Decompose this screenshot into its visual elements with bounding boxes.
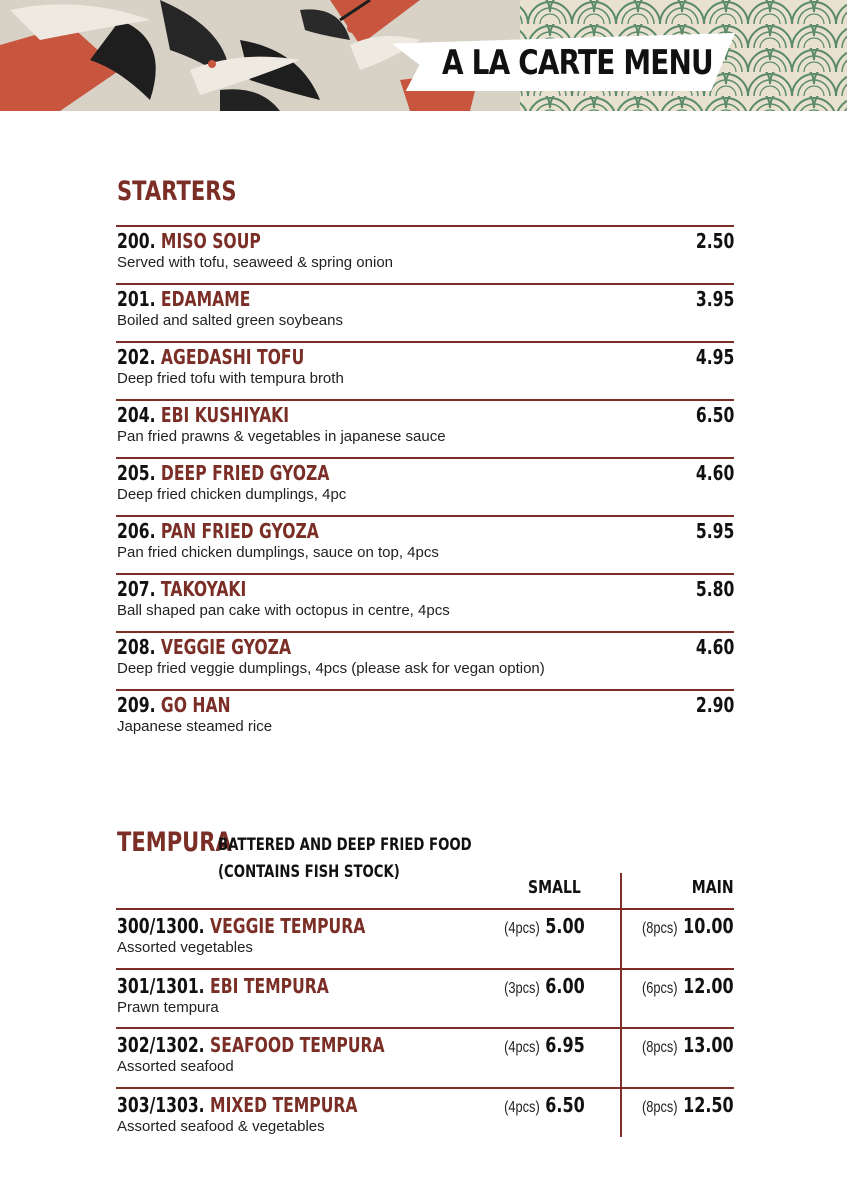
small-portion-price [504,913,585,939]
item-description: Assorted seafood [117,1058,234,1075]
item-price: 5.95 [695,519,734,543]
item-description: Japanese steamed rice [117,718,273,735]
item-number: 201. [117,287,156,311]
item-description: Deep fried veggie dumplings, 4pcs (please ask for vegan option) [117,660,545,677]
item-description: Deep fried chicken dumplings, 4pc [117,486,347,503]
item-price: 5.80 [695,577,734,601]
item-name: PAN FRIED GYOZA [160,519,319,543]
item-number: 206. [117,519,156,543]
main-price-value: 10.00 [683,914,734,938]
divider-rule [116,399,734,401]
tempura-note: (CONTAINS FISH STOCK) [218,862,400,882]
main-portion-quantity: (8pcs) [642,1039,678,1056]
item-number: 301/1301. [117,973,205,998]
menu-item-title [117,1032,385,1058]
main-price-value: 13.00 [683,1033,734,1057]
column-header-main: MAIN [692,877,734,898]
menu-item-title [117,460,329,486]
item-name: TAKOYAKI [160,577,247,601]
main-portion-quantity: (8pcs) [642,920,678,937]
item-number: 300/1300. [117,914,205,938]
divider-rule [116,225,734,227]
item-number: 200. [117,229,156,253]
item-price: 2.90 [695,693,734,717]
item-description: Pan fried chicken dumplings, sauce on top, 4pcs [117,544,439,561]
menu-item-title [117,913,365,939]
small-price-value: 5.00 [545,914,585,938]
divider-rule [116,283,734,285]
small-price-value: 6.00 [545,973,585,998]
item-description: Served with tofu, seaweed & spring onion [117,254,393,271]
main-portion-quantity: (8pcs) [642,1098,678,1116]
item-name: VEGGIE TEMPURA [210,914,366,938]
column-header-small: SMALL [528,877,581,898]
small-portion-quantity: (4pcs) [504,1098,540,1116]
menu-item-title [117,973,329,999]
item-number: 202. [117,345,156,369]
small-portion-quantity: (4pcs) [504,1039,540,1056]
menu-item-title [117,518,319,544]
item-price: 4.95 [695,345,734,369]
item-price: 4.60 [695,461,734,485]
divider-rule [116,689,734,691]
divider-rule [116,573,734,575]
item-name: AGEDASHI TOFU [160,345,305,369]
small-portion-price [504,973,585,999]
small-portion-quantity: (4pcs) [504,920,540,937]
small-portion-quantity: (3pcs) [504,979,540,997]
header-banner [0,0,847,111]
main-portion-price [642,973,734,999]
main-price-value: 12.00 [683,973,734,998]
item-name: SEAFOOD TEMPURA [210,1033,385,1057]
main-portion-price [642,1092,734,1118]
tempura-subtitle: BATTERED AND DEEP FRIED FOOD [218,835,472,855]
menu-item-title [117,402,289,428]
item-price: 6.50 [695,403,734,427]
item-description: Pan fried prawns & vegetables in japanese sauce [117,428,446,445]
menu-item-title [117,634,291,660]
menu-item-title [117,286,250,312]
item-description: Assorted vegetables [117,939,253,956]
menu-item-title [117,228,261,254]
divider-rule [116,515,734,517]
item-name: VEGGIE GYOZA [160,635,292,659]
item-number: 208. [117,635,156,659]
divider-rule [116,457,734,459]
divider-rule [116,341,734,343]
item-number: 207. [117,577,156,601]
divider-rule [116,908,734,910]
menu-item-title [117,344,304,370]
item-number: 205. [117,461,156,485]
item-name: MISO SOUP [160,229,261,253]
small-portion-price [504,1092,585,1118]
small-price-value: 6.95 [545,1033,585,1057]
item-description: Ball shaped pan cake with octopus in centre, 4pcs [117,602,450,619]
small-price-value: 6.50 [545,1092,585,1117]
column-divider [620,873,622,1137]
menu-item-title [117,576,246,602]
item-name: GO HAN [160,693,231,717]
main-price-value: 12.50 [683,1092,734,1117]
section-heading-starters: STARTERS [117,176,237,207]
item-description: Boiled and salted green soybeans [117,312,343,329]
item-description: Deep fried tofu with tempura broth [117,370,344,387]
item-name: EDAMAME [160,287,251,311]
small-portion-price [504,1032,585,1058]
item-description: Assorted seafood & vegetables [117,1117,325,1135]
divider-rule [116,968,734,970]
item-description: Prawn tempura [117,998,219,1016]
item-name: DEEP FRIED GYOZA [160,461,330,485]
item-name: EBI KUSHIYAKI [160,403,290,427]
divider-rule [116,1087,734,1089]
item-price: 2.50 [695,229,734,253]
item-price: 4.60 [695,635,734,659]
divider-rule [116,631,734,633]
main-portion-price [642,1032,734,1058]
item-number: 302/1302. [117,1033,205,1057]
item-number: 204. [117,403,156,427]
item-price: 3.95 [695,287,734,311]
main-portion-price [642,913,734,939]
item-name: MIXED TEMPURA [210,1092,358,1117]
divider-rule [116,1027,734,1029]
item-name: EBI TEMPURA [210,973,329,998]
main-portion-quantity: (6pcs) [642,979,678,997]
item-number: 209. [117,693,156,717]
menu-item-title [117,1092,357,1118]
menu-title: A LA CARTE MENU [442,43,713,83]
item-number: 303/1303. [117,1092,205,1117]
section-heading-tempura: TEMPURA [117,827,232,858]
menu-item-title [117,692,231,718]
